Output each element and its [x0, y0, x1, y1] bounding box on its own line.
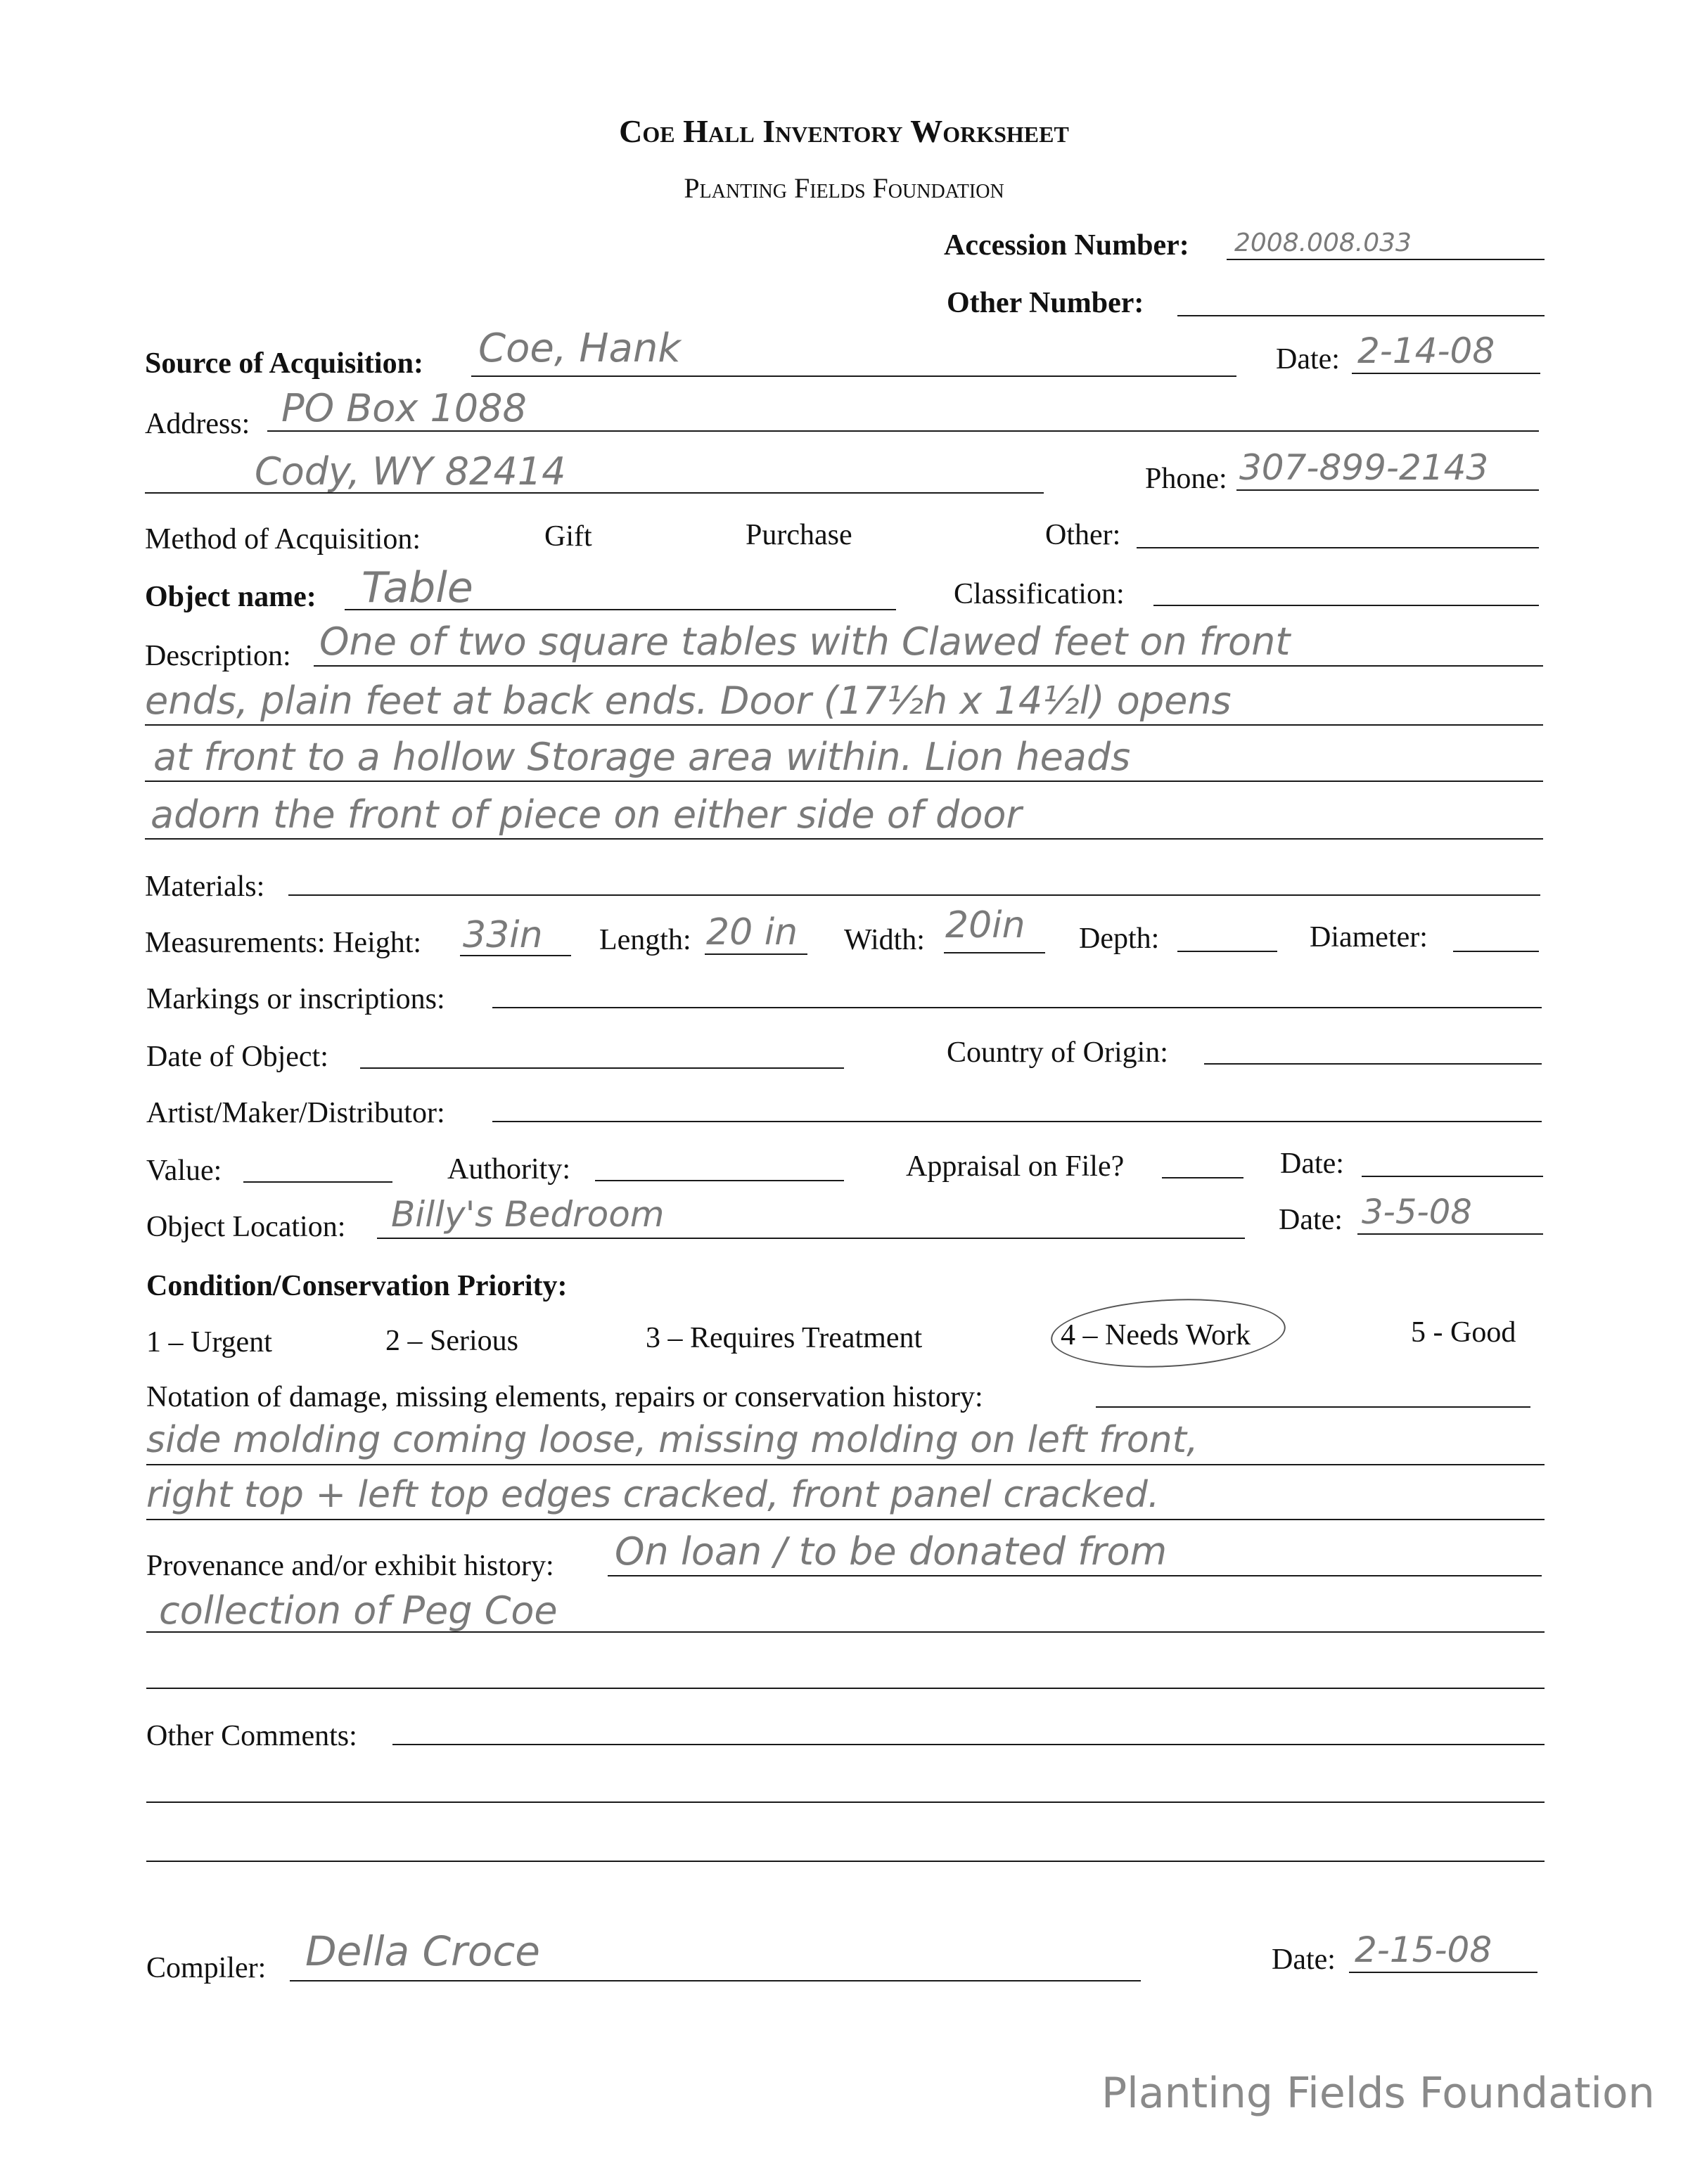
provenance-label: Provenance and/or exhibit history:: [146, 1550, 554, 1582]
damage-line-1: [146, 1464, 1545, 1465]
other-number-label: Other Number:: [947, 287, 1144, 319]
country-label: Country of Origin:: [947, 1036, 1168, 1069]
classification-line: [1153, 605, 1539, 606]
address-value-1: PO Box 1088: [281, 386, 527, 430]
location-date-label: Date:: [1279, 1204, 1343, 1236]
location-label: Object Location:: [146, 1211, 346, 1243]
address-value-2: Cody, WY 82414: [255, 449, 566, 494]
markings-label: Markings or inscriptions:: [146, 983, 445, 1015]
appraisal-date-line: [1362, 1176, 1543, 1177]
source-date-value: 2-14-08: [1357, 330, 1495, 371]
description-text-3: at front to a hollow Storage area within. Lion heads: [153, 735, 1131, 779]
artist-line: [492, 1121, 1542, 1122]
depth-line: [1177, 951, 1277, 952]
watermark: Planting Fields Foundation: [1101, 2069, 1655, 2118]
compiler-date-label: Date:: [1272, 1944, 1336, 1976]
phone-line: [1236, 489, 1539, 491]
classification-label: Classification:: [954, 578, 1125, 610]
other-comments-line-2: [146, 1801, 1545, 1803]
condition-option-1: 1 – Urgent: [146, 1326, 272, 1358]
source-value: Coe, Hank: [478, 326, 681, 371]
compiler-line: [290, 1980, 1141, 1981]
location-line: [377, 1238, 1245, 1239]
accession-value: 2008.008.033: [1234, 229, 1412, 257]
appraisal-label: Appraisal on File?: [906, 1150, 1125, 1183]
location-value: Billy's Bedroom: [391, 1194, 665, 1235]
width-label: Width:: [844, 924, 925, 956]
description-line-3: [145, 781, 1543, 782]
document-title: Coe Hall Inventory Worksheet: [619, 113, 1069, 149]
depth-label: Depth:: [1079, 923, 1160, 955]
method-other-line: [1137, 547, 1539, 548]
condition-label: Condition/Conservation Priority:: [146, 1270, 568, 1302]
compiler-date-value: 2-15-08: [1355, 1929, 1492, 1970]
phone-value: 307-899-2143: [1239, 447, 1489, 488]
value-line: [243, 1181, 392, 1183]
value-label: Value:: [146, 1155, 222, 1187]
description-text-1: One of two square tables with Clawed feet on front: [319, 619, 1291, 664]
document-subtitle: Planting Fields Foundation: [684, 172, 1004, 204]
description-line-2: [145, 724, 1543, 726]
width-value: 20in: [945, 904, 1025, 946]
condition-option-3: 3 – Requires Treatment: [646, 1322, 923, 1354]
description-text-4: adorn the front of piece on either side of door: [151, 792, 1022, 837]
diameter-line: [1453, 951, 1539, 952]
materials-line: [288, 894, 1540, 896]
source-line: [471, 375, 1236, 377]
compiler-value: Della Croce: [305, 1927, 540, 1975]
damage-line-2: [146, 1519, 1545, 1520]
damage-line-0: [1096, 1406, 1530, 1408]
authority-label: Authority:: [447, 1153, 570, 1186]
compiler-date-line: [1349, 1972, 1537, 1973]
object-name-label: Object name:: [145, 581, 316, 613]
accession-label: Accession Number:: [944, 229, 1189, 262]
other-comments-label: Other Comments:: [146, 1720, 357, 1752]
source-label: Source of Acquisition:: [145, 347, 423, 380]
object-name-value: Table: [362, 563, 473, 612]
method-other-label: Other:: [1045, 519, 1121, 551]
provenance-line-3: [146, 1688, 1545, 1689]
other-comments-line-1: [392, 1744, 1545, 1745]
provenance-line-1: [608, 1575, 1542, 1576]
other-comments-line-3: [146, 1861, 1545, 1862]
damage-label: Notation of damage, missing elements, repairs or conservation history:: [146, 1381, 983, 1413]
appraisal-line: [1162, 1177, 1243, 1178]
diameter-label: Diameter:: [1310, 921, 1428, 953]
provenance-text-1: On loan / to be donated from: [615, 1529, 1168, 1574]
height-value: 33in: [463, 914, 543, 956]
phone-label: Phone:: [1145, 463, 1227, 495]
artist-label: Artist/Maker/Distributor:: [146, 1097, 445, 1129]
address-line-1: [267, 430, 1539, 432]
method-label: Method of Acquisition:: [145, 523, 421, 555]
location-date-line: [1357, 1233, 1543, 1235]
width-line: [944, 952, 1045, 953]
materials-label: Materials:: [145, 871, 265, 903]
date-of-object-label: Date of Object:: [146, 1041, 328, 1073]
selected-condition-circle: [1049, 1293, 1288, 1373]
compiler-label: Compiler:: [146, 1952, 267, 1984]
description-label: Description:: [145, 640, 291, 672]
measurements-label: Measurements: Height:: [145, 927, 422, 959]
condition-option-5: 5 - Good: [1411, 1316, 1516, 1349]
markings-line: [492, 1007, 1542, 1008]
length-label: Length:: [599, 924, 691, 956]
accession-line: [1227, 259, 1545, 260]
damage-text-1: side molding coming loose, missing molding on left front,: [146, 1419, 1198, 1461]
other-number-line: [1177, 315, 1545, 316]
address-label: Address:: [145, 408, 250, 440]
method-gift: Gift: [544, 520, 592, 553]
length-value: 20 in: [706, 911, 798, 953]
condition-option-2: 2 – Serious: [385, 1325, 518, 1357]
authority-line: [595, 1180, 844, 1181]
appraisal-date-label: Date:: [1280, 1148, 1344, 1180]
length-line: [705, 953, 807, 955]
location-date-value: 3-5-08: [1362, 1193, 1472, 1232]
description-line-4: [145, 838, 1543, 840]
damage-text-2: right top + left top edges cracked, front panel cracked.: [146, 1474, 1160, 1516]
provenance-text-2: collection of Peg Coe: [159, 1588, 558, 1633]
date-of-object-line: [360, 1067, 844, 1069]
method-purchase: Purchase: [746, 519, 852, 551]
description-line-1: [314, 665, 1543, 667]
description-text-2: ends, plain feet at back ends. Door (17½h x 14½l) opens: [145, 679, 1232, 723]
source-date-label: Date:: [1276, 343, 1340, 375]
condition-option-4: 4 – Needs Work: [1061, 1319, 1251, 1351]
source-date-line: [1352, 373, 1540, 374]
country-line: [1204, 1063, 1542, 1065]
